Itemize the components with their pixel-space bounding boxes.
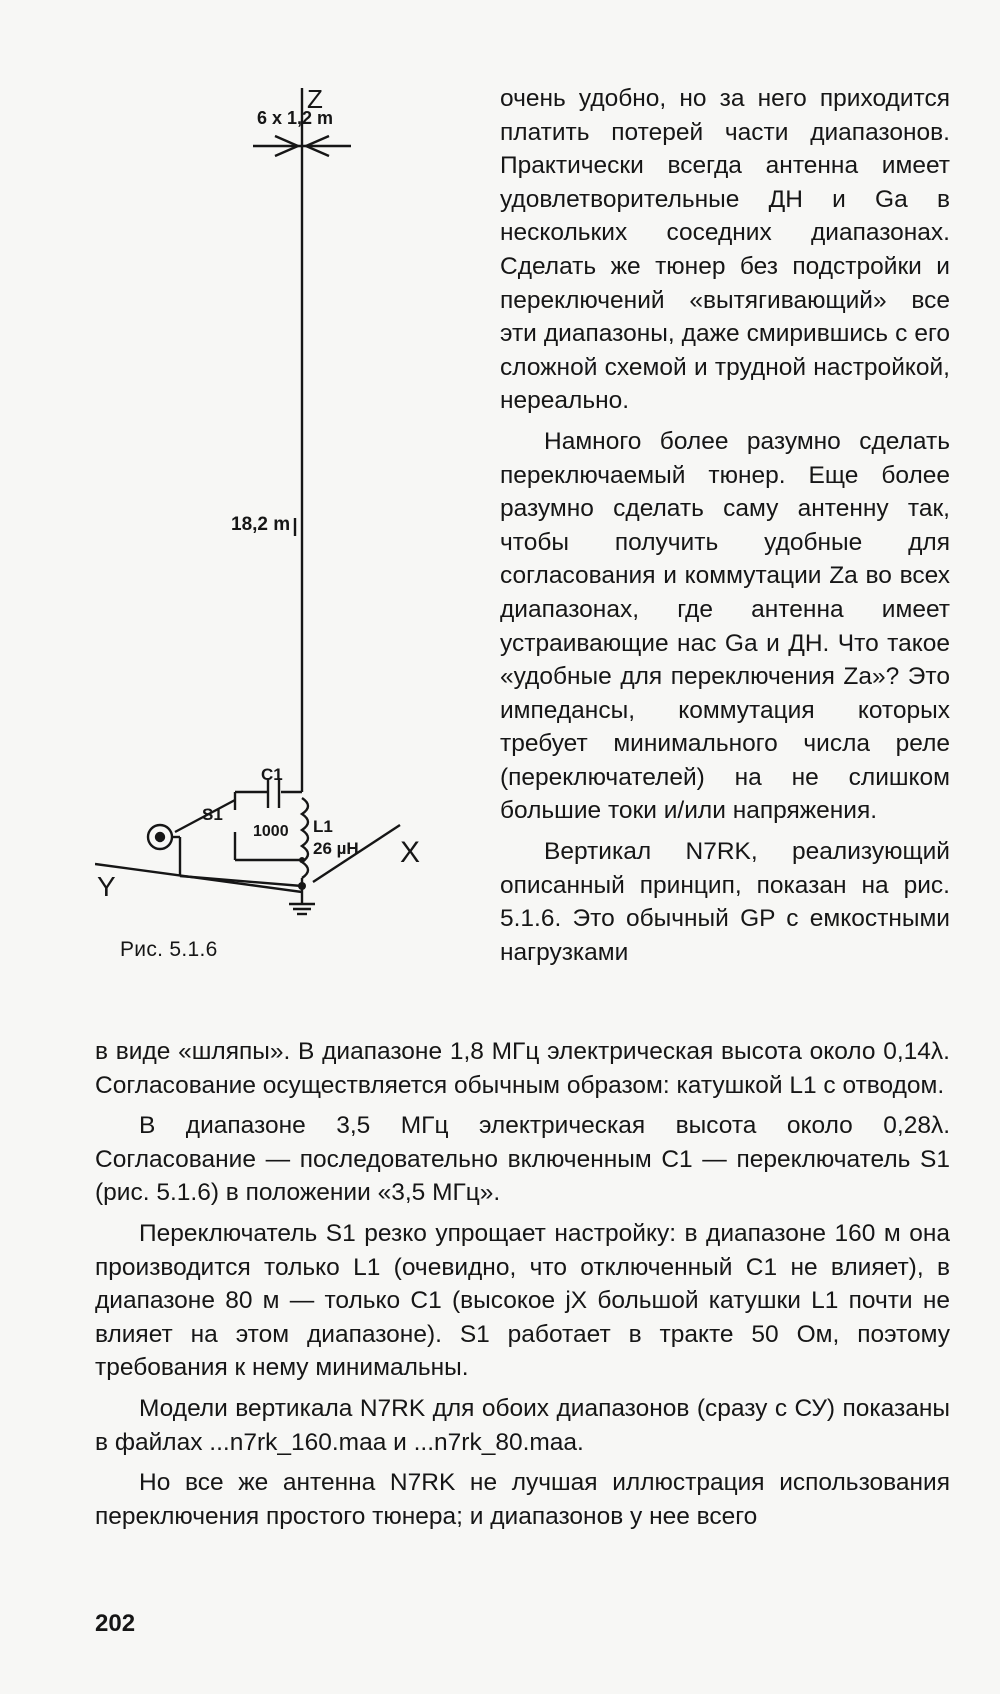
paragraph: очень удобно, но за него приходится платить потерей части диапазонов. Практически всегда антенна имеет удовлетворительные ДН и Ga в нескольких соседних диапазонах. Сделать же тюнер без подстройки и переключений «вытягивающий» все эти диапазоны, даже смирившись с его сложной схемой и трудной настройкой, нереально. [500, 85, 950, 415]
antenna-schematic [95, 80, 455, 930]
label-z: Z [307, 84, 323, 114]
label-y: Y [97, 871, 116, 902]
paragraph: в виде «шляпы». В диапазоне 1,8 МГц электрическая высота около 0,14λ. Согласование осуществляется обычным образом: катушкой L1 с отводом. [95, 1038, 950, 1099]
coil-l1 [302, 798, 308, 878]
figure-caption: Рис. 5.1.6 [120, 938, 218, 961]
paragraph: Но все же антенна N7RK не лучшая иллюстрация использования переключения простого тюнера; и диапазонов у нее всего [95, 1469, 950, 1530]
paragraph: Переключатель S1 резко упрощает настройку: в диапазоне 160 м она производится только L1 (очевидно, что отключенный C1 не влияет), в диапазоне 80 м — только C1 (высокое jX большой катушки L1 почти не влияет на этом диапазоне). S1 работает в тракте 50 Ом, поэтому требования к нему минимальны. [95, 1219, 950, 1382]
label-top-load: 6 x 1,2 m [257, 108, 334, 128]
paragraph: В диапазоне 3,5 МГц электрическая высота около 0,28λ. Согласование — последовательно включенным C1 — переключатель S1 (рис. 5.1.6) в положении «3,5 МГц». [95, 1112, 950, 1207]
label-c1-value: 1000 [253, 823, 289, 840]
column-text [500, 82, 950, 976]
label-l1-value: 26 µH [313, 839, 359, 858]
label-s1: S1 [202, 805, 223, 824]
label-x: X [400, 836, 421, 869]
paragraph: Вертикал N7RK, реализующий описанный принцип, показан на рис. 5.1.6. Это обычный GP с емкостными нагрузками [500, 838, 950, 966]
paragraph: Намного более разумно сделать переключаемый тюнер. Еще более разумно сделать саму антенну так, чтобы получить удобные для согласования и коммутации Za во всех диапазонах, где антенна имеет устраивающие нас Ga и ДН. Что такое «удобные для переключения Za»? Это импедансы, коммутация которых требует минимального числа реле (переключателей) на не слишком большие токи и/или напряжения. [500, 427, 950, 825]
antenna-figure [95, 80, 455, 1030]
label-l1: L1 [313, 817, 333, 836]
label-height: 18,2 m [231, 514, 291, 535]
paragraph: Модели вертикала N7RK для обоих диапазонов (сразу с СУ) показаны в файлах ...n7rk_160.maa и ...n7rk_80.maa. [95, 1394, 950, 1456]
page-number: 202 [95, 1610, 136, 1637]
label-c1: C1 [261, 765, 283, 784]
full-width-text [95, 1035, 950, 1540]
